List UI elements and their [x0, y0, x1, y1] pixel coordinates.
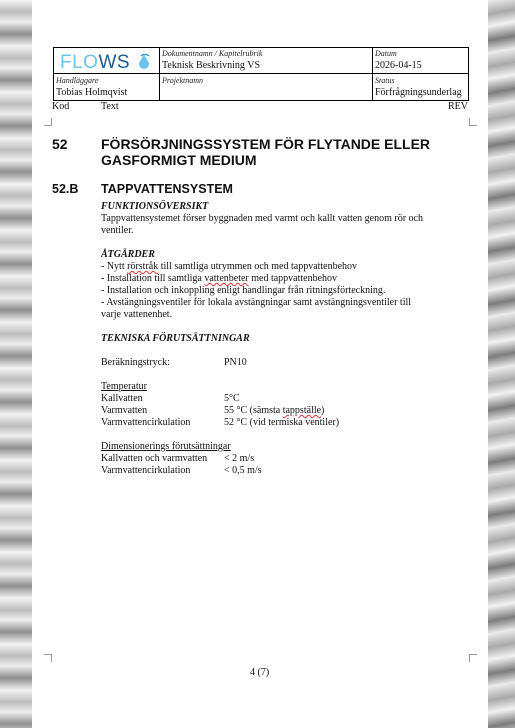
temperature-heading: Temperatur	[101, 381, 147, 392]
temp-row-value: 55 °C (sämsta tappställe)	[224, 405, 325, 416]
page-number: 4 (7)	[250, 667, 270, 678]
date-label: Datum	[375, 49, 397, 58]
water-drop-icon	[137, 53, 151, 69]
tekniska-heading: TEKNISKA FÖRUTSÄTTNINGAR	[101, 333, 250, 344]
temp-row-label: Varmvattencirkulation	[101, 417, 191, 428]
dim-row-label: Varmvattencirkulation	[101, 465, 191, 476]
atgarder-item: - Nytt rörstråk till samtliga utrymmen och med tappvattenbehov	[101, 261, 358, 272]
atgarder-item: - Avstängningsventiler för lokala avstängningar samt avstängningsventiler till	[101, 297, 412, 308]
column-code: Kod	[52, 101, 70, 112]
project-label: Projektnamn	[162, 76, 204, 85]
dim-row-value: < 2 m/s	[224, 453, 255, 464]
section-title-line1: FÖRSÖRJNINGSSYSTEM FÖR FLYTANDE ELLER	[101, 136, 431, 152]
atgarder-item: - Installation till samtliga vattenbeter med tappvattenbehov	[101, 273, 338, 284]
temp-row-value: 52 °C (vid termiska ventiler)	[224, 417, 340, 428]
corner-mark-bottom-right	[469, 654, 477, 662]
pressure-value: PN10	[224, 357, 247, 368]
section-number: 52	[52, 136, 68, 152]
atgarder-item: - Installation och inkoppling enligt handlingar från ritningsförteckning.	[101, 285, 386, 296]
funktion-text-line1: Tappvattensystemet förser byggnaden med varmt och kallt vatten genom rör och	[101, 213, 423, 224]
corner-mark-top-right	[469, 118, 477, 126]
company-logo: FLOWS	[60, 52, 131, 73]
atgarder-item: varje vattenenhet.	[101, 309, 173, 320]
subsection-number: 52.B	[52, 182, 79, 196]
dim-row-value: < 0,5 m/s	[224, 465, 262, 476]
header-divider-1	[159, 47, 160, 101]
temp-row-value: 5°C	[224, 393, 240, 404]
temp-row-label: Kallvatten	[101, 393, 143, 404]
status-label: Status	[375, 76, 395, 85]
dimension-heading: Dimensionerings förutsättningar	[101, 441, 231, 452]
header-divider-2	[372, 47, 373, 101]
temp-row-label: Varmvatten	[101, 405, 148, 416]
handler-value: Tobias Holmqvist	[56, 87, 128, 98]
corner-mark-bottom-left	[44, 654, 52, 662]
background-pipes-left	[0, 0, 32, 728]
column-rev: REV	[448, 101, 468, 112]
section-title-line2: GASFORMIGT MEDIUM	[101, 152, 257, 168]
status-value: Förfrågningsunderlag	[375, 87, 462, 98]
funktion-heading: FUNKTIONSÖVERSIKT	[101, 201, 209, 212]
background-pipes-right	[488, 0, 515, 728]
corner-mark-top-left	[44, 118, 52, 126]
atgarder-heading: ÅTGÄRDER	[101, 249, 155, 260]
date-value: 2026-04-15	[375, 60, 422, 71]
column-text: Text	[101, 101, 119, 112]
funktion-text-line2: ventiler.	[101, 225, 134, 236]
pressure-label: Beräkningstryck:	[101, 357, 170, 368]
subsection-title: TAPPVATTENSYSTEM	[101, 182, 233, 196]
doc-name-label: Dokumentnamn / Kapitelrubrik	[162, 49, 263, 58]
doc-name-value: Teknisk Beskrivning VS	[162, 60, 261, 71]
handler-label: Handläggare	[56, 76, 99, 85]
dim-row-label: Kallvatten och varmvatten	[101, 453, 208, 464]
